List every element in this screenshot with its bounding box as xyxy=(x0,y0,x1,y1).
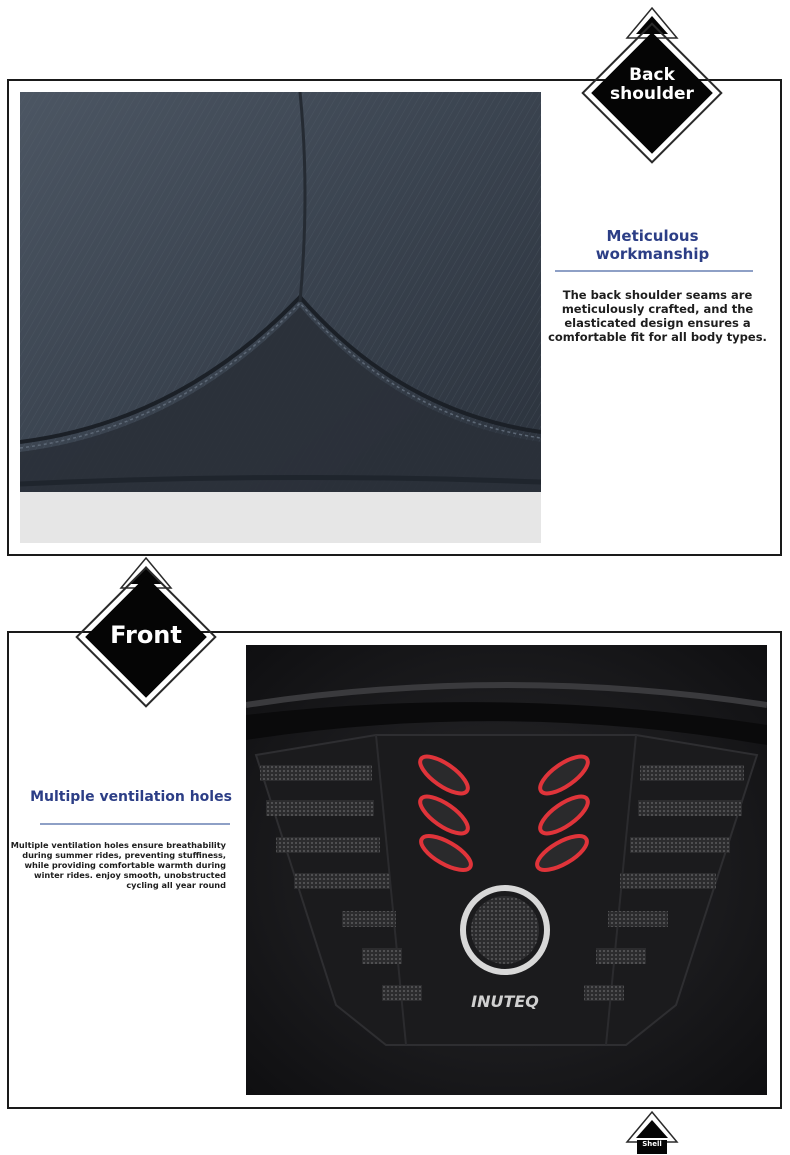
triangle-marker-icon xyxy=(625,1110,679,1144)
badge-label-line1: Back xyxy=(629,65,675,85)
shell-badge-label: Shell xyxy=(642,1140,662,1148)
description-line: during summer rides, preventing stuffiness, xyxy=(22,850,226,860)
description-line: The back shoulder seams are xyxy=(562,288,753,302)
back-shoulder-photo xyxy=(20,92,541,543)
badge-label-line2: shoulder xyxy=(610,83,694,104)
description-line: meticulously crafted, and the xyxy=(561,302,754,316)
heading-divider xyxy=(40,823,230,825)
front-badge xyxy=(70,556,222,708)
description-line: while providing comfortable warmth during xyxy=(24,860,226,870)
product-logo: INUTEQ xyxy=(471,992,539,1011)
back-shoulder-description xyxy=(545,288,770,344)
description-line: Multiple ventilation holes ensure breathability xyxy=(10,840,226,850)
fabric-seam-illustration xyxy=(20,92,541,543)
badge-label xyxy=(602,66,702,103)
description-line: comfortable fit for all body types. xyxy=(548,330,767,344)
ventilation-description xyxy=(10,840,226,890)
ventilation-heading: Multiple ventilation holes xyxy=(30,789,232,805)
description-line: cycling all year round xyxy=(126,880,226,890)
meticulous-workmanship-heading xyxy=(550,227,755,263)
back-shoulder-badge xyxy=(576,6,728,158)
badge-label: Front xyxy=(110,621,182,649)
shell-badge xyxy=(625,1110,679,1155)
heading-line1: Meticulous xyxy=(606,227,699,245)
heading-divider xyxy=(555,270,753,272)
front-vent-photo xyxy=(246,645,767,1095)
vent-mask-illustration xyxy=(246,645,767,1095)
heading-line2: workmanship xyxy=(595,245,710,263)
description-line: winter rides. enjoy smooth, unobstructed xyxy=(34,870,226,880)
description-line: elasticated design ensures a xyxy=(564,316,751,330)
